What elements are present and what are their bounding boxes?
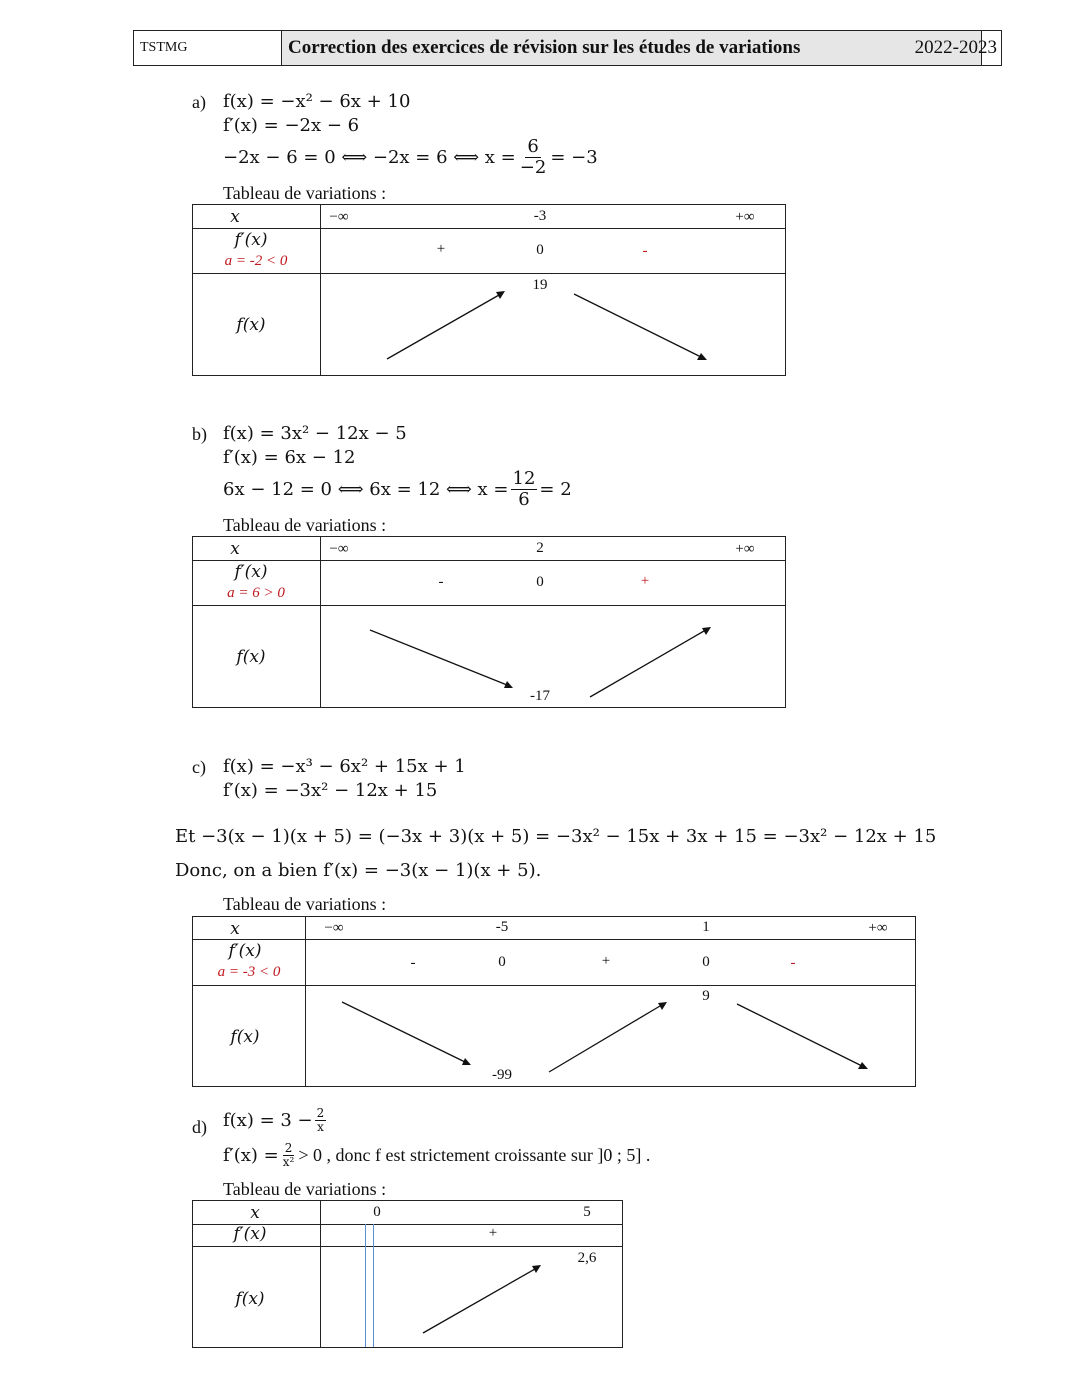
c-arrows — [193, 917, 917, 1088]
b-sign-right: + — [640, 573, 650, 589]
d-function-num: 2 — [316, 1106, 325, 1120]
a-arrow-decreasing — [574, 294, 701, 357]
b-coef: a = 6 > 0 — [227, 585, 285, 601]
a-sign-left: + — [436, 241, 446, 257]
exercise-letter-b: b) — [192, 424, 207, 444]
b-f-label: f(x) — [236, 647, 266, 667]
b-fp-label: f′(x) — [234, 562, 268, 582]
b-fraction-den: 6 — [518, 488, 530, 510]
a-sign-right: - — [642, 243, 648, 259]
a-zero: 0 — [536, 242, 544, 258]
c-conclusion: Donc, on a bien f′(x) = −3(x − 1)(x + 5). — [175, 860, 542, 881]
d-x-end: 5 — [583, 1204, 591, 1220]
c-minus-inf: −∞ — [324, 920, 344, 936]
b-sign-left: - — [438, 574, 444, 590]
b-variation-table — [192, 536, 786, 708]
exercise-letter-d: d) — [192, 1117, 207, 1137]
d-arrowhead-up — [532, 1265, 541, 1273]
d-arrow-increasing — [423, 1269, 535, 1333]
a-plus-inf: +∞ — [735, 209, 755, 225]
b-equation — [223, 469, 572, 510]
d-x-label: x — [250, 1203, 260, 1223]
c-plus-inf: +∞ — [868, 920, 888, 936]
a-x-root: -3 — [533, 208, 547, 224]
d-x-start: 0 — [373, 1204, 381, 1220]
c-variation-table — [192, 916, 916, 1087]
b-equation-left: 6x − 12 = 0 ⟺ 6x = 12 ⟺ x = — [223, 478, 509, 500]
a-derivative: f′(x) = −2x − 6 — [223, 115, 360, 136]
b-fraction — [511, 469, 538, 510]
d-sign: + — [488, 1225, 498, 1241]
c-zero-2: 0 — [702, 954, 710, 970]
d-derivative-num: 2 — [284, 1141, 293, 1155]
a-arrows — [193, 205, 787, 377]
a-equation-right: = −3 — [550, 146, 598, 168]
d-function — [223, 1107, 328, 1134]
c-arrowhead-down-2 — [858, 1062, 868, 1069]
c-table-title: Tableau de variations : — [223, 894, 387, 914]
a-arrow-increasing — [387, 295, 499, 359]
school-year: 2022-2023 — [914, 37, 997, 58]
c-factor-check: Et −3(x − 1)(x + 5) = (−3x + 3)(x + 5) = −3x² − 15x + 3x + 15 = −3x² − 12x + 15 — [175, 826, 937, 847]
d-derivative — [223, 1142, 650, 1169]
b-function: f(x) = 3x² − 12x − 5 — [223, 423, 407, 444]
c-function: f(x) = −x³ − 6x² + 15x + 1 — [223, 756, 466, 777]
c-x-root-2: 1 — [702, 919, 710, 935]
b-x-root: 2 — [536, 540, 544, 556]
c-fp-label: f′(x) — [228, 941, 262, 961]
a-function: f(x) = −x² − 6x + 10 — [223, 91, 411, 112]
a-minus-inf: −∞ — [329, 209, 349, 225]
d-derivative-conclusion: > 0 , donc f est strictement croissante sur ]0 ; 5] . — [298, 1145, 651, 1166]
a-x-label: x — [230, 207, 240, 227]
b-derivative: f′(x) = 6x − 12 — [223, 447, 356, 468]
a-fraction — [518, 137, 549, 178]
c-derivative: f′(x) = −3x² − 12x + 15 — [223, 780, 438, 801]
c-x-label: x — [230, 919, 240, 939]
c-x-root-1: -5 — [495, 919, 509, 935]
b-extremum: -17 — [530, 688, 550, 704]
b-table-title: Tableau de variations : — [223, 515, 387, 535]
exercise-letter-a: a) — [192, 92, 206, 112]
a-fp-label: f′(x) — [234, 230, 268, 250]
b-arrow-decreasing — [370, 630, 507, 685]
a-arrowhead-down — [697, 353, 707, 360]
c-sign-1: - — [410, 955, 416, 971]
b-x-label: x — [230, 539, 240, 559]
page-header — [133, 30, 1002, 66]
c-sign-3: - — [790, 955, 796, 971]
c-arrow-decreasing-2 — [737, 1004, 862, 1066]
d-table-title: Tableau de variations : — [223, 1179, 387, 1199]
c-arrow-increasing — [549, 1006, 660, 1072]
c-min-value: -99 — [492, 1067, 512, 1083]
c-zero-1: 0 — [498, 954, 506, 970]
d-end-value: 2,6 — [577, 1250, 597, 1266]
d-fp-label: f′(x) — [233, 1224, 267, 1244]
b-arrows — [193, 537, 787, 709]
class-label: TSTMG — [134, 31, 282, 65]
a-fraction-num: 6 — [527, 136, 539, 157]
d-derivative-den: x² — [282, 1155, 295, 1170]
b-plus-inf: +∞ — [735, 541, 755, 557]
c-max-value: 9 — [702, 988, 710, 1004]
d-arrows — [193, 1201, 624, 1349]
c-f-label: f(x) — [230, 1027, 260, 1047]
d-derivative-fraction — [281, 1142, 297, 1169]
a-equation — [223, 137, 598, 178]
d-variation-table — [192, 1200, 623, 1348]
a-coef: a = -2 < 0 — [224, 253, 288, 269]
d-derivative-left: f′(x) = — [223, 1145, 279, 1167]
c-arrow-decreasing-1 — [342, 1002, 465, 1062]
d-function-left: f(x) = 3 − — [223, 1110, 313, 1132]
a-extremum: 19 — [532, 277, 548, 293]
a-f-label: f(x) — [236, 315, 266, 335]
c-sign-2: + — [601, 953, 611, 969]
a-fraction-den: −2 — [519, 156, 547, 178]
b-equation-right: = 2 — [539, 478, 572, 500]
exercise-letter-c: c) — [192, 757, 206, 777]
a-arrowhead-up — [496, 291, 505, 299]
b-minus-inf: −∞ — [329, 541, 349, 557]
a-table-title: Tableau de variations : — [223, 183, 387, 203]
d-function-den: x — [317, 1120, 324, 1135]
b-arrow-increasing — [590, 631, 704, 697]
page-title: Correction des exercices de révision sur les études de variations — [282, 31, 982, 65]
d-function-fraction — [315, 1107, 327, 1134]
c-coef: a = -3 < 0 — [217, 964, 281, 980]
b-zero: 0 — [536, 574, 544, 590]
d-f-label: f(x) — [235, 1289, 265, 1309]
b-fraction-num: 12 — [512, 468, 536, 489]
a-variation-table — [192, 204, 786, 376]
a-equation-left: −2x − 6 = 0 ⟺ −2x = 6 ⟺ x = — [223, 146, 516, 168]
